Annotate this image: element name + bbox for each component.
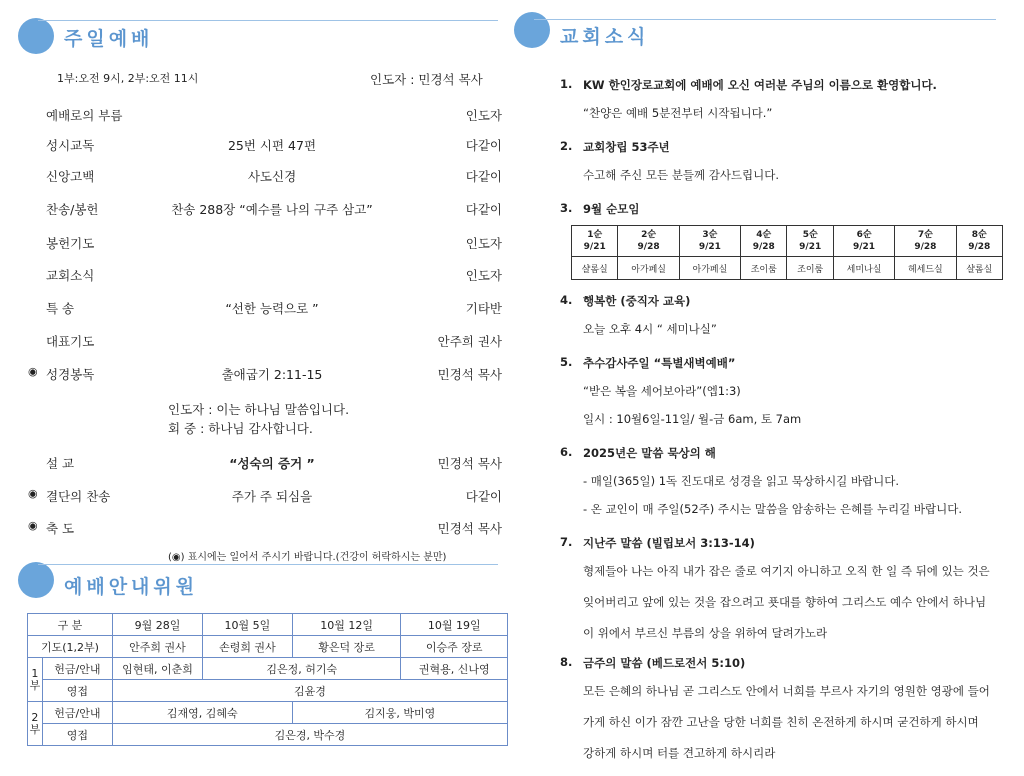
order-by: 인도자 [465, 268, 502, 283]
response-congregation: 회 중 : 하나님 감사합니다. [168, 421, 313, 436]
order-name: 신앙고백 [46, 169, 95, 184]
table-cell: 영접 [42, 724, 112, 746]
worship-order-row [42, 136, 502, 156]
worship-times: 1부:오전 9시, 2부:오전 11시 [57, 72, 199, 85]
news-text-line: 모든 은혜의 하나님 곧 그리스도 안에서 너희를 부르사 자기의 영원한 영광에 들어 [583, 684, 990, 698]
table-row [28, 724, 508, 746]
news-number: 3. [560, 201, 573, 215]
group-place-cell: 샬롬실 [572, 257, 618, 280]
order-by: 다같이 [465, 489, 502, 504]
group-week-cell [618, 226, 679, 257]
news-text-line: 가게 하신 이가 잠깐 고난을 당한 너희를 친히 온전하게 하시며 굳건하게 하시며 [583, 715, 979, 729]
news-item [560, 445, 1000, 516]
group-week: 1순 [587, 230, 603, 240]
news-text-line: 형제들아 나는 아직 내가 잡은 줄로 여기지 아니하고 오직 한 일 즉 뒤에 있는 것은 [583, 564, 990, 578]
part-label: 2 부 [28, 702, 43, 746]
group-place-cell: 샬롬실 [956, 257, 1002, 280]
order-by: 다같이 [465, 202, 502, 217]
news-section-header [514, 12, 1004, 52]
section-divider [38, 20, 498, 21]
worship-order-row [42, 234, 502, 254]
news-heading: 행복한 (중직자 교육) [583, 294, 691, 308]
duty-table [27, 613, 508, 746]
news-number: 6. [560, 445, 573, 459]
news-heading: 지난주 말씀 (빌립보서 3:13-14) [583, 536, 755, 550]
group-week: 6순 [856, 230, 872, 240]
news-heading: 9월 순모임 [583, 202, 640, 216]
worship-title: 주일예배 [64, 28, 154, 50]
news-text-line: 수고해 주신 모든 분들께 감사드립니다. [583, 168, 780, 182]
table-row [28, 702, 508, 724]
table-cell: 영접 [42, 680, 112, 702]
group-week: 7순 [917, 230, 933, 240]
order-by: 민경석 목사 [437, 456, 502, 471]
order-name: 설 교 [46, 456, 75, 471]
group-week-cell [956, 226, 1002, 257]
news-heading: KW 한인장로교회에 예배에 오신 여러분 주님의 이름으로 환영합니다. [583, 78, 937, 92]
group-week-cell [833, 226, 894, 257]
table-cell: 안주희 권사 [112, 636, 202, 658]
order-name: 축 도 [46, 521, 75, 536]
order-name: 교회소식 [46, 268, 95, 283]
table-cell: 김은경, 박수경 [112, 724, 507, 746]
worship-order-row [28, 519, 502, 539]
group-place-cell: 헤세드실 [895, 257, 956, 280]
news-text-line: 일시 : 10월6일-11일/ 월-금 6am, 토 7am [583, 412, 802, 426]
news-number: 7. [560, 535, 573, 549]
table-cell: 황은덕 장로 [292, 636, 401, 658]
news-item [560, 355, 1000, 426]
table-header: 10월 19일 [401, 614, 508, 636]
table-row [28, 636, 508, 658]
order-content: “성숙의 증거 ” [229, 456, 315, 471]
group-date: 9/28 [914, 242, 937, 252]
news-text-line: 잊어버리고 앞에 있는 것을 잡으려고 푯대를 향하여 그리스도 예수 안에서 하나님 [583, 595, 987, 609]
news-text-line: 오늘 오후 4시 “ 세미나실” [583, 322, 717, 336]
group-date: 9/28 [637, 242, 660, 252]
table-row [28, 614, 508, 636]
group-week: 5순 [802, 230, 818, 240]
group-place-cell: 조이룸 [741, 257, 787, 280]
group-date: 9/21 [583, 242, 606, 252]
worship-order-row [28, 365, 502, 385]
table-row [572, 257, 1003, 280]
worship-order-row [42, 200, 502, 220]
news-heading: 금주의 말씀 (베드로전서 5:10) [583, 656, 746, 670]
table-cell: 손령희 권사 [203, 636, 293, 658]
order-by: 민경석 목사 [437, 521, 502, 536]
order-name: 봉헌기도 [46, 236, 95, 251]
news-number: 2. [560, 139, 573, 153]
group-week: 2순 [641, 230, 657, 240]
standing-note: (◉) 표시에는 일어서 주시기 바랍니다.(건강이 허락하시는 분만) [168, 552, 447, 563]
table-header: 9월 28일 [112, 614, 202, 636]
news-item [560, 77, 1000, 120]
section-divider [534, 19, 996, 20]
section-divider [38, 564, 498, 565]
group-week: 4순 [756, 230, 772, 240]
table-cell: 김재영, 김혜숙 [112, 702, 292, 724]
order-name: 특 송 [46, 301, 75, 316]
news-text-line: “찬양은 예배 5분전부터 시작됩니다.” [583, 106, 773, 120]
news-heading: 추수감사주일 “특별새벽예배” [583, 356, 736, 370]
group-week-cell [572, 226, 618, 257]
order-name: 대표기도 [46, 334, 95, 349]
order-by: 다같이 [465, 138, 502, 153]
group-place-cell: 세미나실 [833, 257, 894, 280]
worship-order-row [28, 487, 502, 507]
news-text-line: - 매일(365일) 1독 진도대로 성경을 읽고 묵상하시길 바랍니다. [583, 474, 900, 488]
section-circle-icon [514, 12, 550, 48]
table-cell: 임현태, 이춘희 [112, 658, 202, 680]
table-cell: 이승주 장로 [401, 636, 508, 658]
news-heading: 2025년은 말씀 묵상의 해 [583, 446, 716, 460]
section-circle-icon [18, 562, 54, 598]
stand-mark: ◉ [28, 519, 38, 532]
group-date: 9/28 [968, 242, 991, 252]
news-number: 5. [560, 355, 573, 369]
group-week-cell [787, 226, 833, 257]
order-by: 인도자 [465, 108, 502, 123]
worship-order-row [42, 454, 502, 474]
table-row [28, 680, 508, 702]
worship-order-row [42, 266, 502, 286]
order-by: 인도자 [465, 236, 502, 251]
news-number: 4. [560, 293, 573, 307]
duty-title: 예배안내위원 [64, 576, 199, 598]
group-week-cell [741, 226, 787, 257]
group-date: 9/21 [799, 242, 822, 252]
order-name: 성시교독 [46, 138, 95, 153]
group-date: 9/21 [698, 242, 721, 252]
part-label: 1 부 [28, 658, 43, 702]
news-text-line: 이 위에서 부르신 부름의 상을 위하여 달려가노라 [583, 626, 828, 640]
news-item [560, 293, 1000, 336]
news-text-line: - 온 교인이 매 주일(52주) 주시는 말씀을 암송하는 은혜를 누리길 바랍니다. [583, 502, 963, 516]
table-row [572, 226, 1003, 257]
group-meeting-table [571, 225, 1003, 280]
group-date: 9/28 [752, 242, 775, 252]
news-number: 8. [560, 655, 573, 669]
order-name: 성경봉독 [46, 367, 95, 382]
news-text-line: 강하게 하시며 터를 견고하게 하시리라 [583, 746, 776, 760]
group-week: 3순 [702, 230, 718, 240]
news-item [560, 139, 1000, 182]
order-content: “선한 능력으로 ” [225, 301, 319, 316]
response-leader: 인도자 : 이는 하나님 말씀입니다. [168, 402, 350, 417]
table-cell: 김윤경 [112, 680, 507, 702]
order-name: 예배로의 부름 [46, 108, 123, 123]
group-week: 8순 [971, 230, 987, 240]
table-row [28, 658, 508, 680]
worship-leader: 인도자 : 민경석 목사 [370, 72, 483, 87]
order-by: 다같이 [465, 169, 502, 184]
duty-section-header [18, 562, 508, 602]
order-by: 민경석 목사 [437, 367, 502, 382]
group-week-cell [679, 226, 740, 257]
worship-order-row [42, 332, 502, 352]
table-header: 10월 5일 [203, 614, 293, 636]
group-place-cell: 아가페실 [618, 257, 679, 280]
news-title: 교회소식 [560, 26, 650, 48]
table-cell: 기도(1,2부) [28, 636, 113, 658]
group-week-cell [895, 226, 956, 257]
table-cell: 김은정, 허기숙 [203, 658, 401, 680]
table-cell: 김지웅, 박미영 [292, 702, 507, 724]
order-content: 출애굽기 2:11-15 [221, 367, 323, 382]
news-item [560, 655, 1000, 760]
group-place-cell: 아가페실 [679, 257, 740, 280]
news-item [560, 201, 1000, 221]
stand-mark: ◉ [28, 487, 38, 500]
group-date: 9/21 [853, 242, 876, 252]
order-content: 주가 주 되심을 [231, 489, 313, 504]
worship-order-row [42, 106, 502, 126]
table-cell: 헌금/안내 [42, 702, 112, 724]
news-number: 1. [560, 77, 573, 91]
order-content: 사도신경 [247, 169, 297, 184]
stand-mark: ◉ [28, 365, 38, 378]
order-content: 25번 시편 47편 [227, 138, 317, 153]
order-name: 찬송/봉헌 [46, 202, 99, 217]
news-heading: 교회창립 53주년 [583, 140, 670, 154]
table-cell: 헌금/안내 [42, 658, 112, 680]
worship-order-row [42, 167, 502, 187]
group-place-cell: 조이룸 [787, 257, 833, 280]
worship-section-header [18, 18, 508, 58]
table-header: 10월 12일 [292, 614, 401, 636]
table-header: 구 분 [28, 614, 113, 636]
order-by: 기타반 [465, 301, 502, 316]
news-item [560, 535, 1000, 640]
worship-order-row [42, 299, 502, 319]
order-name: 결단의 찬송 [46, 489, 111, 504]
order-content: 찬송 288장 “예수를 나의 구주 삼고” [171, 202, 373, 217]
section-circle-icon [18, 18, 54, 54]
news-text-line: “받은 복을 세어보아라”(엡1:3) [583, 384, 741, 398]
table-cell: 권혁용, 신나영 [401, 658, 508, 680]
order-by: 안주희 권사 [437, 334, 502, 349]
